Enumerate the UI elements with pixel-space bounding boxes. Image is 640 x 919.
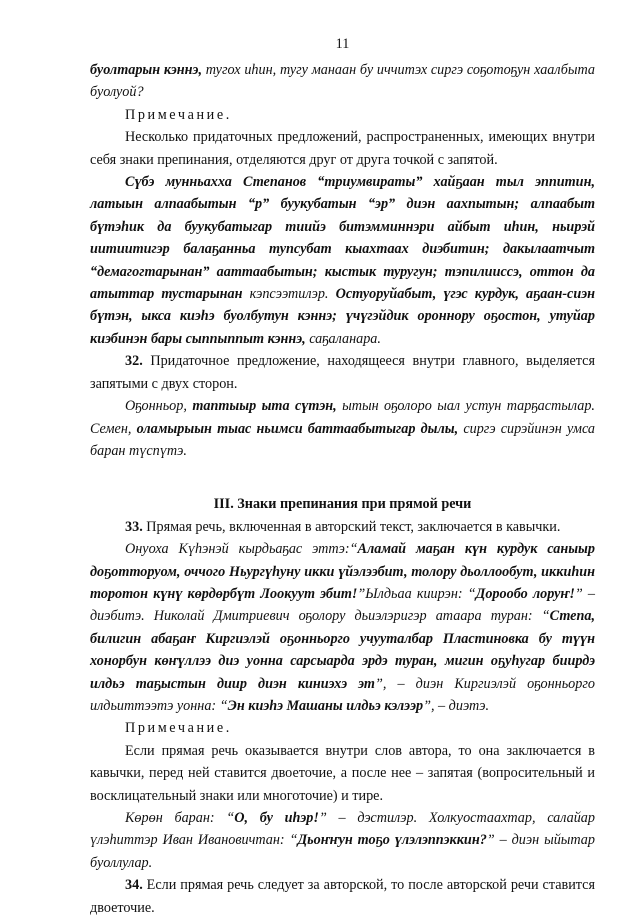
text-run: Онуоха Күһэнэй кырдьаҕас эттэ:“	[125, 541, 358, 558]
text-run: тугох иһин, тугу манаан бу иччитэх сиргэ соҕотоҕун хаалбыта буолуой?	[90, 62, 595, 101]
text-run: О, бу иһэр!	[234, 810, 319, 826]
text-run: Если прямая речь следует за авторской, то после авторской речи ставится двоеточие.	[90, 877, 595, 916]
section-spacer	[90, 462, 595, 480]
text-run: ытын оҕолоро ыал устун тарҕастылар. Семен,	[90, 398, 595, 437]
paragraph	[90, 59, 595, 104]
text-run: Остуоруйабыт, үгэс курдук, аҕаан-сиэн бүтэн, ыкса киэһэ буолбутун кэннэ; үчүгэйдик ороннору оҕостон, утуйар киэбинэн бары сыппыппыт кэннэ,	[90, 286, 596, 347]
paragraph	[90, 126, 595, 171]
paragraph	[90, 516, 595, 538]
text-run: сиргэ сирэйинэн умса баран түспүтэ.	[90, 420, 595, 459]
text-run: 32.	[125, 353, 143, 370]
text-run: Если прямая речь оказывается внутри слов автора, то она заключается в кавычки, перед ней ставится двоеточие, а после нее – запятая (вопросительный и восклицательный знаки или многоточие) и тире.	[90, 742, 595, 804]
note-heading	[90, 104, 595, 126]
text-run: саҕаланара.	[305, 330, 381, 347]
text-run: Дорообо лоруҥ!	[475, 585, 575, 602]
note-heading	[90, 717, 595, 739]
text-run: Оҕонньор,	[125, 398, 193, 415]
text-run: Несколько придаточных предложений, распространенных, имеющих внутри себя знаки препинания, отделяются друг от друга точкой с запятой.	[90, 129, 595, 168]
text-run: Сүбэ мунньахха Степанов “триумвираты” хайҕаан тыл эппитин, латыын алпаабытын “р” буукубатын “эр” диэн аахпытын; алпаабыт бүтэһик да буукубатыгар тиийэ битэмминнэри айбыт иһин, ньирэй иитиитигэр балаҕанньа тупсубат кыахтаах диэбитин; дакылаатчыт “демагогтарынан” ааттаабытын; кыстык туругун; тэпилииссэ, оттон да атыттар тустарынан	[90, 174, 595, 303]
text-run: Примечание.	[125, 720, 232, 737]
section-heading	[90, 493, 595, 515]
text-body	[90, 59, 595, 919]
text-run: ” – диэн ыйытар буоллулар.	[90, 832, 595, 871]
paragraph	[90, 538, 595, 717]
text-run: Прямая речь, включенная в авторский текст, заключается в кавычки.	[142, 518, 561, 535]
text-run: ”Ылдьаа киирэн: “	[357, 585, 476, 602]
text-run: ”, – диэтэ.	[423, 697, 490, 714]
text-run: ” – диэбитэ. Николай Дмитриевич оҕолору дьиэлэригэр атаара туран: “	[90, 585, 595, 625]
text-run: 34.	[125, 877, 143, 894]
paragraph	[90, 395, 595, 462]
paragraph	[90, 874, 595, 919]
text-run: Эн киэһэ Машаны илдьэ кэлээр	[227, 697, 424, 714]
text-run: кэпсээтилэр.	[242, 286, 336, 303]
page-number: 11	[335, 36, 350, 52]
text-run: ” – дэстилэр. Холкуостаахтар, салайар үлэһиттэр Иван Ивановичтан: “	[90, 810, 595, 849]
text-run: ”, – диэн Киргиэлэй оҕонньорго илдьиттээтэ уонна: “	[90, 675, 595, 714]
text-run: Примечание.	[125, 106, 232, 123]
text-run: Аламай маҕан күн курдук саныыр доҕотторуом, оччого Ньургүһуну икки үйэлээбит, толору дьоллообут, иккиһин торотон күнү көрдөрбүт Лоокуут эбит!	[90, 541, 595, 602]
text-run: Придаточное предложение, находящееся внутри главного, выделяется запятыми с двух сторон.	[90, 353, 595, 392]
text-run: Дьоҥҥун тоҕо үлэлэппэккин?	[297, 832, 487, 849]
text-run: 33.	[125, 518, 143, 535]
paragraph	[90, 171, 595, 350]
text-run: оламырыын тыас ньимси баттаабытыгар дылы,	[136, 420, 459, 437]
paragraph	[90, 350, 595, 395]
paragraph	[90, 740, 595, 807]
paragraph	[90, 807, 595, 874]
text-run: буолтарын кэннэ,	[90, 62, 202, 78]
text-run: таптыыр ыта сүтэн,	[192, 398, 337, 415]
text-run: Көрөн баран: “	[125, 810, 235, 826]
text-run: III. Знаки препинания при прямой речи	[213, 496, 472, 513]
text-run: Степа, билигин абаҕаҥ Киргиэлэй оҕонньорго учууталбар Пластиновка бу түүн хонорбун көҥүллээ диэ уонна сарсыарда эрдэ туран, мигин оҕуһугар биирдэ илдьэ таҕыстын диир диэн киниэхэ эт	[90, 608, 595, 692]
